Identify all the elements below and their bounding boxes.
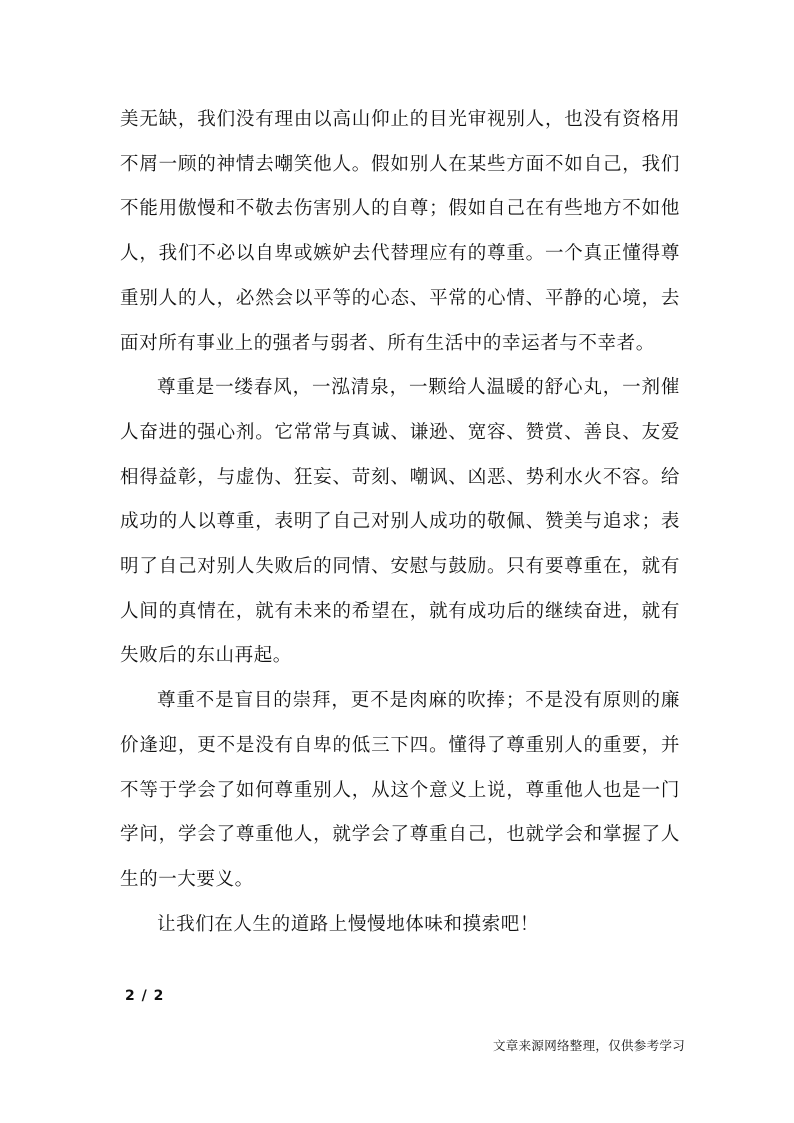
footer-note: 文章来源网络整理，仅供参考学习 [493, 1038, 686, 1053]
paragraph: 让我们在人生的道路上慢慢地体味和摸索吧！ [157, 913, 540, 935]
paragraph: 尊重是一缕春风，一泓清泉，一颗给人温暖的舒心丸，一剂催人奋进的强心剂。它常常与真诚、谦逊、宽容、赞赏、善良、友爱相得益彰，与虚伪、狂妄、苛刻、嘲讽、凶恶、势利水火不容。给成功的人以尊重，表明了自己对别人成功的敬佩、赞美与追求；表明了自己对别人失败后的同情、安慰与鼓励。只有要尊重在，就有人间的真情在，就有未来的希望在，就有成功后的继续奋进，就有失败后的东山再起。 [120, 377, 680, 667]
paragraph: 尊重不是盲目的崇拜，更不是肉麻的吹捧；不是没有原则的廉价逢迎，更不是没有自卑的低三下四。懂得了尊重别人的重要，并不等于学会了如何尊重别人，从这个意义上说，尊重他人也是一门学问，学会了尊重他人，就学会了尊重自己，也就学会和掌握了人生的一大要义。 [120, 690, 680, 890]
paragraph-continued: 美无缺，我们没有理由以高山仰止的目光审视别人，也没有资格用不屑一顾的神情去嘲笑他人。假如别人在某些方面不如自己，我们不能用傲慢和不敬去伤害别人的自尊；假如自己在有些地方不如他人，我们不必以自卑或嫉妒去代替理应有的尊重。一个真正懂得尊重别人的人，必然会以平等的心态、平常的心情、平静的心境，去面对所有事业上的强者与弱者、所有生活中的幸运者与不幸者。 [120, 109, 680, 354]
page-number: 2 / 2 [125, 988, 165, 1004]
document-body [120, 98, 680, 947]
